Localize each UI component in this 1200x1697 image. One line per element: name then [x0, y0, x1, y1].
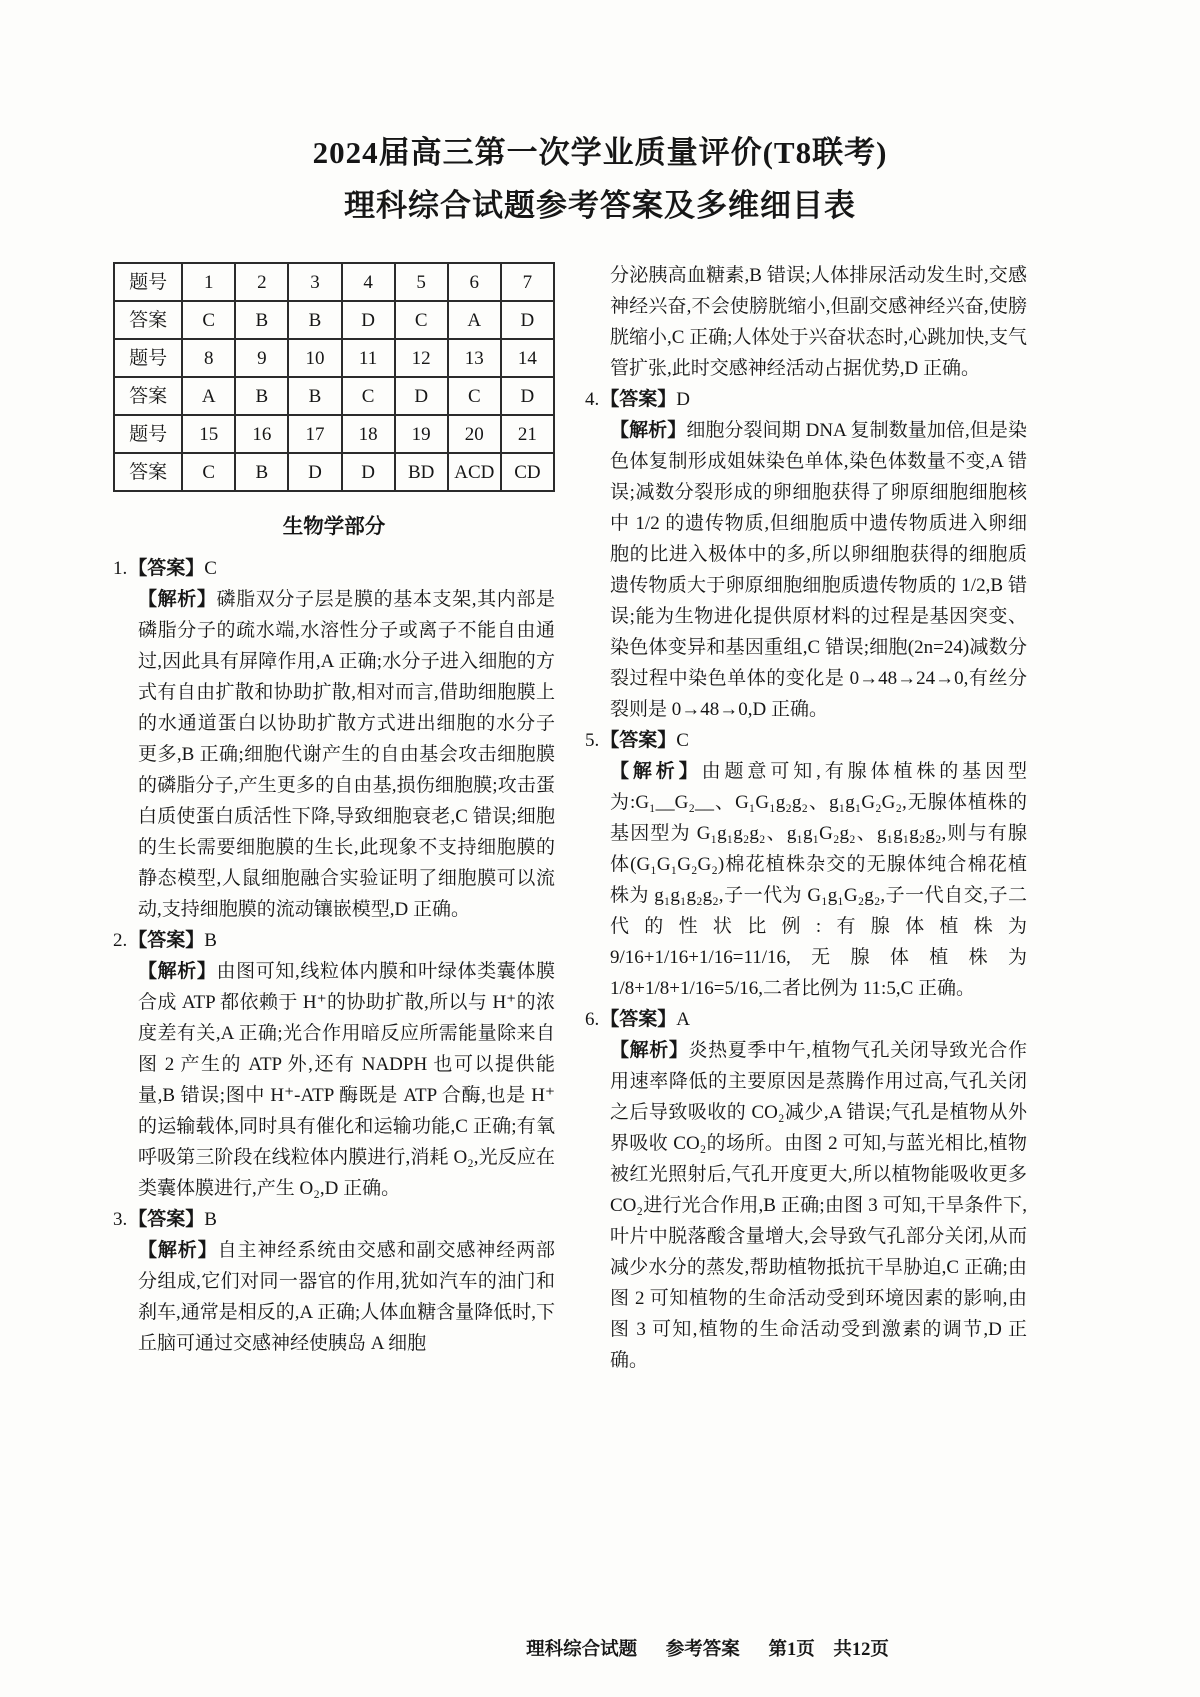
- footer-total-pages: 共12页: [833, 1640, 889, 1660]
- answer-cell: 18: [342, 415, 395, 453]
- footer-doc-subtitle: 参考答案: [665, 1640, 740, 1660]
- answer-cell: 7: [501, 263, 554, 301]
- content-columns: [113, 260, 1087, 1376]
- answer-label: 【答案】: [128, 930, 205, 951]
- footer-doc-title: 理科综合试题: [526, 1640, 638, 1660]
- answer-cell: 12: [395, 339, 448, 377]
- answer-cell: 21: [501, 415, 554, 453]
- answer-table-row: [114, 453, 554, 491]
- answer-cell: D: [395, 377, 448, 415]
- row-header-cell: 答案: [114, 453, 182, 491]
- answer-value: C: [676, 730, 689, 751]
- footer-page-number: 第1页: [768, 1640, 815, 1660]
- answer-value: B: [204, 930, 217, 951]
- row-header-cell: 题号: [114, 263, 182, 301]
- answer-cell: 1: [182, 263, 235, 301]
- answer-cell: ACD: [448, 453, 501, 491]
- analysis-continuation: 分泌胰高血糖素,B 错误;人体排尿活动发生时,交感神经兴奋,不会使膀胱缩小,但副交感神经兴奋,使膀胱缩小,C 正确;人体处于兴奋状态时,心跳加快,支气管扩张,此时交感神经活动占据优势,D 正确。: [610, 265, 1027, 379]
- analysis-label: 【解析】: [610, 761, 702, 782]
- answer-cell: 15: [182, 415, 235, 453]
- answer-cell: C: [182, 453, 235, 491]
- item-number: 1.: [113, 558, 128, 579]
- answer-cell: 9: [235, 339, 288, 377]
- item-answer-line: [113, 1204, 555, 1235]
- answer-cell: 10: [288, 339, 341, 377]
- item-number: 2.: [113, 930, 128, 951]
- analysis-paragraph: 【解析】由题意可知,有腺体植株的基因型为:G₁__G₂__、G₁G₁g₂g₂、g₁g₁G₂G₂,无腺体植株的基因型为 G₁g₁g₂g₂、g₁g₁G₂g₂、g₁g₁g₂g₂,则与有腺体(G₁G₁G₂G₂)棉花植株杂交的无腺体纯合棉花植株为 g₁g₁g₂g₂,子一代为 G₁g₁G₂g₂,子一代自交,子二代的性状比例:有腺体植株为 9/16+1/16+1/16=11/16,无腺体植株为 1/8+1/8+1/16=5/16,二者比例为 11:5,C 正确。: [610, 761, 1027, 999]
- item-number: 5.: [585, 730, 600, 751]
- answer-label: 【答案】: [600, 1009, 677, 1030]
- answer-value: A: [676, 1009, 690, 1030]
- answer-cell: C: [182, 301, 235, 339]
- answer-cell: C: [395, 301, 448, 339]
- answer-cell: 5: [395, 263, 448, 301]
- answer-value: C: [204, 558, 217, 579]
- answer-cell: D: [288, 453, 341, 491]
- answer-cell: 2: [235, 263, 288, 301]
- item-number: 6.: [585, 1009, 600, 1030]
- answer-cell: CD: [501, 453, 554, 491]
- item-answer-line: [585, 384, 1027, 415]
- item-number: 4.: [585, 389, 600, 410]
- answer-cell: D: [342, 453, 395, 491]
- answer-table-row: [114, 301, 554, 339]
- analysis-paragraph: 【解析】细胞分裂间期 DNA 复制数量加倍,但是染色体复制形成姐妹染色单体,染色体数量不变,A 错误;减数分裂形成的卵细胞获得了卵原细胞细胞核中 1/2 的遗传物质,但细胞质中遗传物质进入卵细胞的比进入极体中的多,所以卵细胞获得的细胞质遗传物质大于卵原细胞细胞质遗传物质的 1/2,B 错误;能为生物进化提供原材料的过程是基因突变、染色体变异和基因重组,C 错误;细胞(2n=24)减数分裂过程中染色单体的变化是 0→48→24→0,有丝分裂则是 0→48→0,D 正确。: [610, 420, 1027, 720]
- answer-cell: 4: [342, 263, 395, 301]
- row-header-cell: 答案: [114, 301, 182, 339]
- analysis-label: 【解析】: [138, 589, 217, 610]
- analysis-paragraph: 【解析】磷脂双分子层是膜的基本支架,其内部是磷脂分子的疏水端,水溶性分子或离子不能自由通过,因此具有屏障作用,A 正确;水分子进入细胞的方式有自由扩散和协助扩散,相对而言,借助细胞膜上的水通道蛋白以协助扩散方式进出细胞的水分子更多,B 正确;细胞代谢产生的自由基会攻击细胞膜的磷脂分子,产生更多的自由基,损伤细胞膜;攻击蛋白质使蛋白质活性下降,导致细胞衰老,C 错误;细胞的生长需要细胞膜的生长,此现象不支持细胞膜的静态模型,人鼠细胞融合实验证明了细胞膜可以流动,支持细胞膜的流动镶嵌模型,D 正确。: [138, 589, 555, 920]
- answer-label: 【答案】: [128, 558, 205, 579]
- answer-table-body: [114, 263, 554, 491]
- answer-cell: 16: [235, 415, 288, 453]
- answer-cell: BD: [395, 453, 448, 491]
- answer-cell: B: [235, 377, 288, 415]
- answer-cell: B: [235, 453, 288, 491]
- answer-cell: B: [288, 377, 341, 415]
- answer-cell: C: [342, 377, 395, 415]
- analysis-label: 【解析】: [138, 1240, 218, 1261]
- answer-value: D: [676, 389, 690, 410]
- answer-cell: 6: [448, 263, 501, 301]
- item-answer-line: [113, 925, 555, 956]
- item-number: 3.: [113, 1209, 128, 1230]
- item-answer-line: [585, 725, 1027, 756]
- answer-cell: B: [235, 301, 288, 339]
- page-footer: [0, 1635, 1200, 1661]
- answer-cell: C: [448, 377, 501, 415]
- answer-cell: B: [288, 301, 341, 339]
- analysis-label: 【解析】: [610, 1040, 689, 1061]
- answer-cell: 8: [182, 339, 235, 377]
- answer-cell: D: [501, 301, 554, 339]
- answer-table-row: [114, 415, 554, 453]
- column-right: [585, 260, 1027, 1376]
- document-title-line1: 2024届高三第一次学业质量评价(T8联考): [312, 135, 888, 170]
- item-answer-line: [113, 553, 555, 584]
- answer-value: B: [204, 1209, 217, 1230]
- row-header-cell: 答案: [114, 377, 182, 415]
- answer-cell: A: [182, 377, 235, 415]
- answer-cell: 17: [288, 415, 341, 453]
- row-header-cell: 题号: [114, 415, 182, 453]
- answer-cell: 14: [501, 339, 554, 377]
- answer-table-row: [114, 339, 554, 377]
- answer-cell: 13: [448, 339, 501, 377]
- column-left: [113, 260, 555, 1376]
- answer-cell: 3: [288, 263, 341, 301]
- row-header-cell: 题号: [114, 339, 182, 377]
- answer-label: 【答案】: [600, 730, 677, 751]
- answer-table-row: [114, 377, 554, 415]
- document-title-line2: 理科综合试题参考答案及多维细目表: [344, 188, 856, 223]
- item-answer-line: [585, 1004, 1027, 1035]
- answer-table: [113, 262, 555, 492]
- answer-cell: D: [501, 377, 554, 415]
- answer-label: 【答案】: [600, 389, 677, 410]
- answer-cell: 20: [448, 415, 501, 453]
- answer-cell: 19: [395, 415, 448, 453]
- answer-cell: 11: [342, 339, 395, 377]
- answer-table-row: [114, 263, 554, 301]
- answer-cell: A: [448, 301, 501, 339]
- section-heading: 生物学部分: [282, 516, 386, 538]
- analysis-paragraph: 【解析】自主神经系统由交感和副交感神经两部分组成,它们对同一器官的作用,犹如汽车的油门和刹车,通常是相反的,A 正确;人体血糖含量降低时,下丘脑可通过交感神经使胰岛 A 细胞: [138, 1240, 555, 1354]
- analysis-label: 【解析】: [138, 961, 217, 982]
- analysis-paragraph: 【解析】由图可知,线粒体内膜和叶绿体类囊体膜合成 ATP 都依赖于 H⁺的协助扩散,所以与 H⁺的浓度差有关,A 正确;光合作用暗反应所需能量除来自图 2 产生的 ATP 外,还有 NADPH 也可以提供能量,B 错误;图中 H⁺-ATP 酶既是 ATP 合酶,也是 H⁺的运输载体,同时具有催化和运输功能,C 正确;有氧呼吸第三阶段在线粒体内膜进行,消耗 O₂,光反应在类囊体膜进行,产生 O₂,D 正确。: [138, 961, 555, 1199]
- analysis-paragraph: 【解析】炎热夏季中午,植物气孔关闭导致光合作用速率降低的主要原因是蒸腾作用过高,气孔关闭之后导致吸收的 CO₂减少,A 错误;气孔是植物从外界吸收 CO₂的场所。由图 2 可知,与蓝光相比,植物被红光照射后,气孔开度更大,所以植物能吸收更多 CO₂进行光合作用,B 正确;由图 3 可知,干旱条件下,叶片中脱落酸含量增大,会导致气孔部分关闭,从而减少水分的蒸发,帮助植物抵抗干旱胁迫,C 正确;由图 2 可知植物的生命活动受到环境因素的影响,由图 3 可知,植物的生命活动受到激素的调节,D 正确。: [610, 1040, 1027, 1371]
- answer-cell: D: [342, 301, 395, 339]
- answer-label: 【答案】: [128, 1209, 205, 1230]
- analysis-label: 【解析】: [610, 420, 687, 441]
